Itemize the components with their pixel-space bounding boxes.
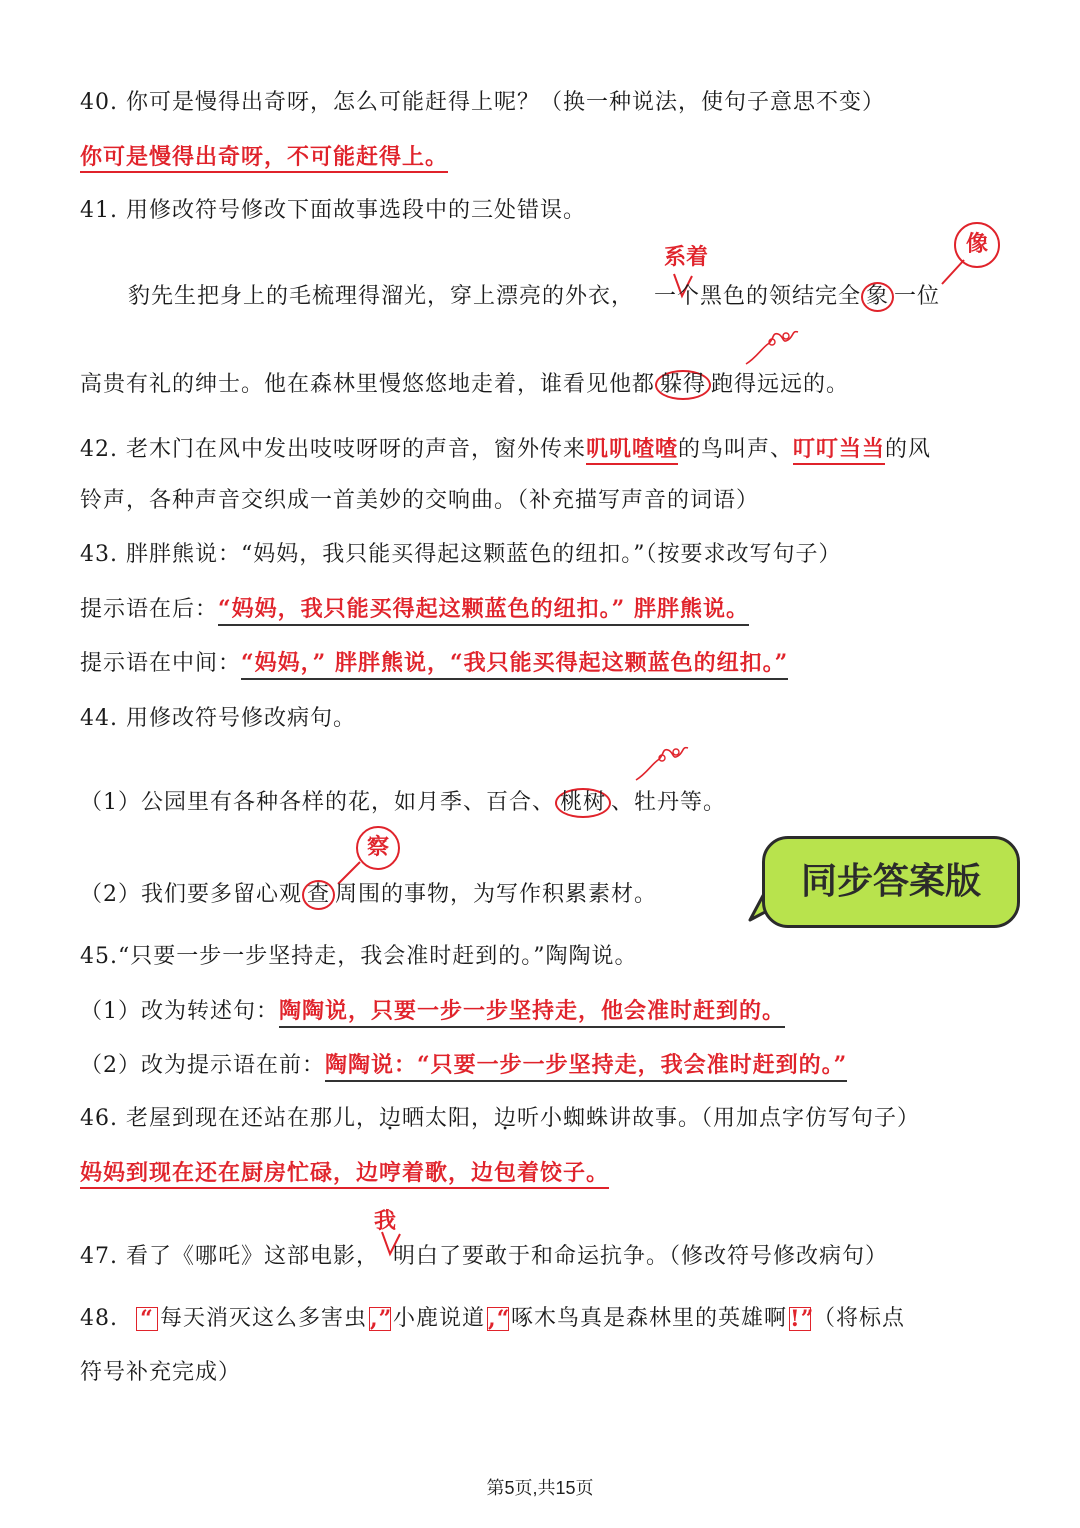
q46-question: 46. 老屋到现在还站在那儿，边晒太阳，边听小蜘蛛讲故事。（用加点字仿写句子） [80, 1106, 921, 1131]
q41-fix-circle: 像 [954, 222, 1000, 268]
q40-answer: 你可是慢得出奇呀，不可能赶得上。 [80, 142, 448, 172]
q46-answer: 妈妈到现在还在厨房忙碌，边哼着歌，边包着饺子。 [80, 1158, 609, 1188]
q47-question: 47. 看了《哪吒》这部电影， 明白了要敢于和命运抗争。（修改符号修改病句） [80, 1244, 888, 1269]
q48-line2: 符号补充完成） [80, 1360, 242, 1385]
q42-line2: 铃声，各种声音交织成一首美妙的交响曲。（补充描写声音的词语） [80, 488, 760, 513]
q41-question: 41. 用修改符号修改下面故事选段中的三处错误。 [80, 198, 586, 223]
delete-mark-icon [632, 744, 692, 784]
q40-question: 40. 你可是慢得出奇呀，怎么可能赶得上呢？（换一种说法，使句子意思不变） [80, 90, 885, 115]
q43-answer1: 提示语在后：“妈妈，我只能买得起这颗蓝色的纽扣。” 胖胖熊说。 [80, 594, 749, 625]
q44-question: 44. 用修改符号修改病句。 [80, 706, 356, 731]
q44-sentence2: （2）我们要多留心观 查 周围的事物，为写作积累素材。 [80, 880, 657, 910]
q45-question: 45.“只要一步一步坚持走，我会准时赶到的。”陶陶说。 [80, 944, 638, 969]
q41-insert-text: 系着 [664, 244, 709, 270]
q43-answer2: 提示语在中间：“妈妈，” 胖胖熊说，“我只能买得起这颗蓝色的纽扣。” [80, 648, 788, 679]
answer-version-badge: 同步答案版 [762, 836, 1020, 928]
fix-connector-icon [938, 258, 968, 288]
q47-insert-text: 我 [374, 1208, 397, 1234]
q42-line1: 42. 老木门在风中发出吱吱呀呀的声音，窗外传来叽叽喳喳的鸟叫声、叮叮当当的风 [80, 434, 931, 465]
q43-question: 43. 胖胖熊说：“妈妈，我只能买得起这颗蓝色的纽扣。”（按要求改写句子） [80, 542, 842, 567]
q48-line1: 48. “ 每天消灭这么多害虫 ,”小鹿说道 ,“啄木鸟真是森林里的英雄啊 !”（将标点 [80, 1306, 906, 1332]
q41-paragraph-line1: 豹先生把身上的毛梳理得溜光，穿上漂亮的外衣， 一个黑色的领结完全 象 一位 [128, 282, 940, 312]
q44-sentence1: （1）公园里有各种各样的花，如月季、百合、 桃树 、牡丹等。 [80, 788, 726, 818]
q45-answer1: （1）改为转述句：陶陶说，只要一步一步坚持走，他会准时赶到的。 [80, 996, 785, 1027]
page-number: 第5页,共15页 [486, 1478, 594, 1498]
q41-paragraph-line2: 高贵有礼的绅士。他在森林里慢悠悠地走着，谁看见他都 躲得 跑得远远的。 [80, 370, 849, 400]
q44-fix-circle: 察 [356, 826, 400, 870]
delete-mark-icon [742, 328, 802, 368]
q45-answer2: （2）改为提示语在前：陶陶说：“只要一步一步坚持走，我会准时赶到的。” [80, 1050, 847, 1081]
